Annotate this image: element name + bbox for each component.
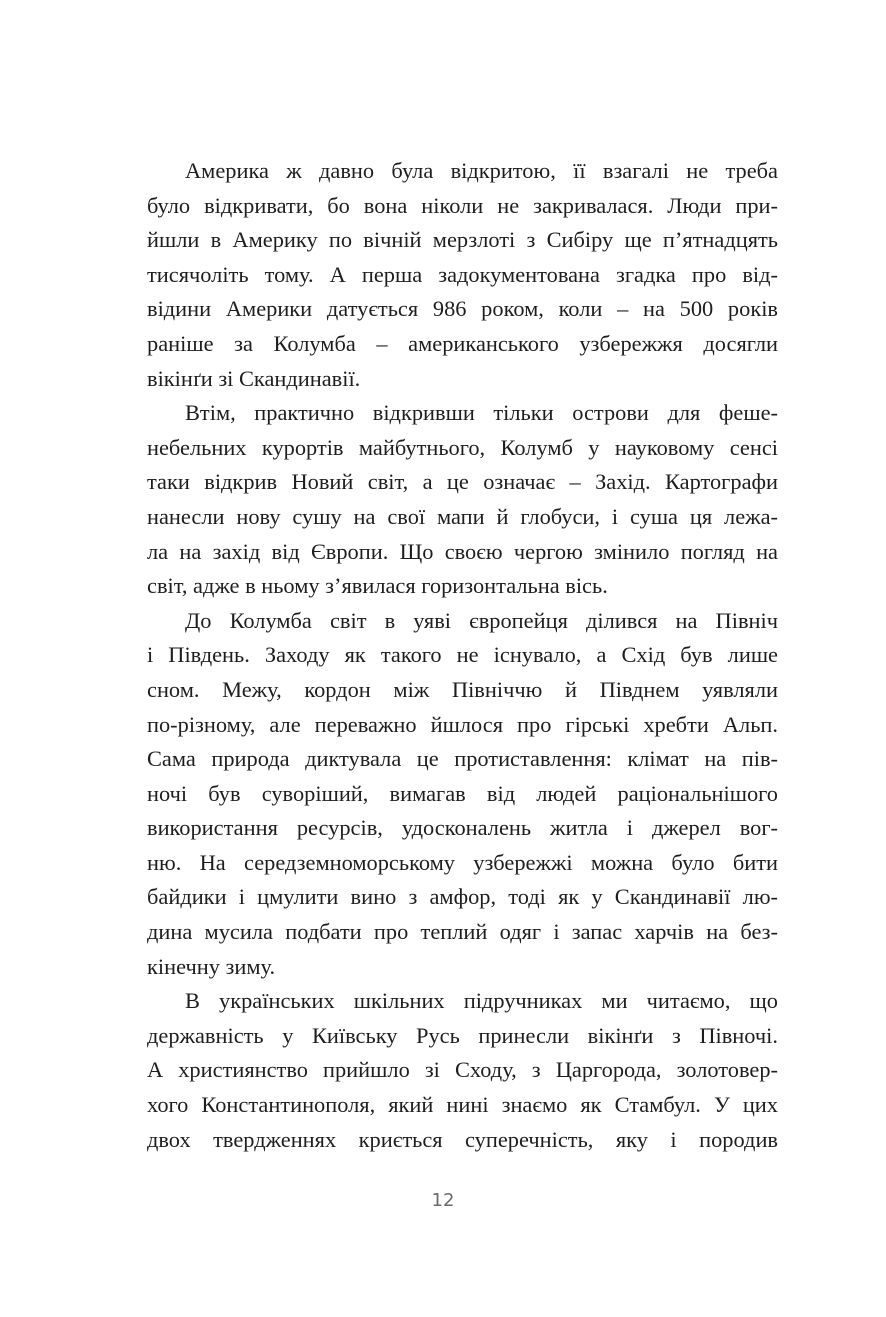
text-line: байдики і цмулити вино з амфор, тоді як у Скандинавії лю- [147, 884, 778, 910]
text-line: А християнство прийшло зі Сходу, з Царгорода, золотовер- [147, 1057, 778, 1083]
text-line: і Південь. Заходу як такого не існувало, а Схід був лише [147, 642, 778, 668]
text-line: двох твердженнях криється суперечність, яку і породив [147, 1126, 778, 1152]
text-line: вікінґи зі Скандинавії. [147, 365, 361, 391]
text-line: ню. На середземноморському узбережжі можна було бити [147, 849, 778, 875]
paragraph-2 [147, 396, 778, 604]
text-line: В українських шкільних підручниках ми читаємо, що [185, 988, 778, 1014]
text-line: таки відкрив Новий світ, а це означає – Захід. Картографи [147, 469, 778, 495]
text-line: тисячоліть тому. А перша задокументована згадка про від- [147, 261, 778, 287]
text-line: раніше за Колумба – американського узбережжя досягли [147, 330, 778, 356]
text-line: сном. Межу, кордон між Північчю й Півднем уявляли [147, 676, 778, 702]
text-line: кінечну зиму. [147, 953, 276, 979]
text-line: використання ресурсів, удосконалень житла і джерел вог- [147, 815, 778, 841]
text-line: по-різному, але переважно йшлося про гірські хребти Альп. [147, 711, 778, 737]
text-line: Сама природа диктувала це протиставлення: клімат на пів- [147, 746, 778, 772]
text-line: ла на захід від Європи. Що своєю чергою змінило погляд на [147, 538, 778, 564]
text-line: було відкривати, бо вона ніколи не закривалася. Люди при- [147, 192, 778, 218]
text-line: йшли в Америку по вічній мерзлоті з Сибіру ще п’ятнадцять [147, 227, 778, 253]
text-line: державність у Київську Русь принесли вікінґи з Півночі. [147, 1022, 778, 1048]
text-line: Втім, практично відкривши тільки острови для феше- [185, 400, 778, 426]
page-number: 12 [431, 1190, 455, 1211]
text-line: дина мусила подбати про теплий одяг і запас харчів на без- [147, 919, 778, 945]
body-text [147, 154, 778, 1157]
text-line: хого Константинополя, який нині знаємо як Стамбул. У цих [147, 1092, 778, 1118]
text-line: світ, адже в ньому з’явилася горизонтальна вісь. [147, 573, 608, 599]
text-line: ночі був суворіший, вимагав від людей раціональнішого [147, 780, 778, 806]
paragraph-1 [147, 154, 778, 396]
text-line: небельних курортів майбутнього, Колумб у науковому сенсі [147, 434, 778, 460]
text-line: відини Америки датується 986 роком, коли – на 500 років [147, 296, 778, 322]
text-line: Америка ж давно була відкритою, її взагалі не треба [185, 158, 778, 183]
paragraph-3 [147, 604, 778, 985]
text-line: До Колумба світ в уяві європейця ділився на Північ [185, 607, 778, 633]
text-line: нанесли нову сушу на свої мапи й глобуси, і суша ця лежа- [147, 503, 778, 529]
paragraph-4 [147, 984, 778, 1157]
